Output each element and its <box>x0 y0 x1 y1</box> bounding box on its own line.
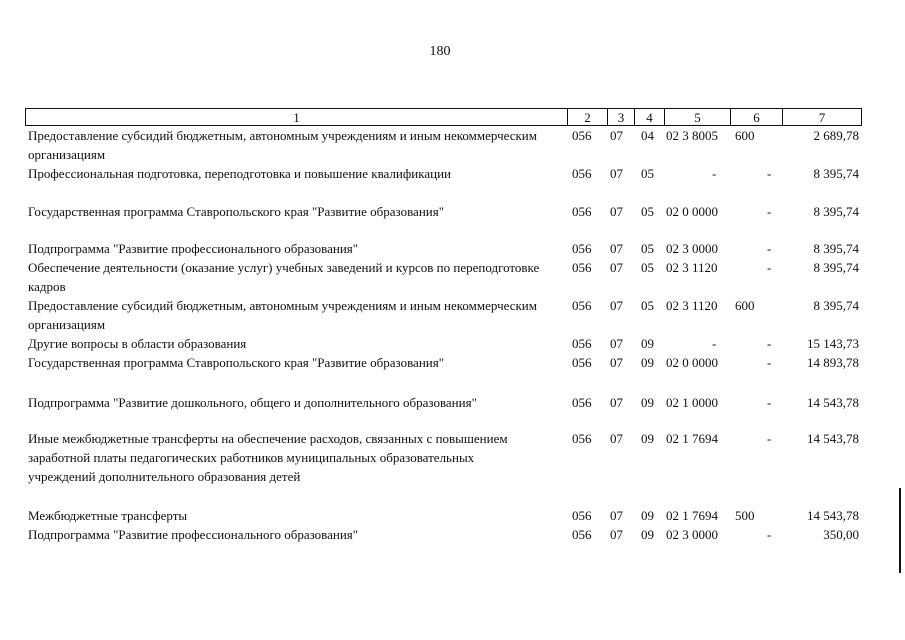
row-name: Государственная программа Ставропольского края "Развитие образования" <box>28 355 445 370</box>
row-ministry-code: 056 <box>572 431 592 446</box>
table-header <box>25 108 862 126</box>
row-section-code: 07 <box>610 431 623 446</box>
row-amount: 15 143,73 <box>807 336 859 351</box>
row-ministry-code: 056 <box>572 355 592 370</box>
row-ministry-code: 056 <box>572 166 592 181</box>
row-ministry-code: 056 <box>572 204 592 219</box>
row-amount: 350,00 <box>823 527 859 542</box>
row-ministry-code: 056 <box>572 395 592 410</box>
row-section-code: 07 <box>610 204 623 219</box>
row-subsection-code: 05 <box>641 204 654 219</box>
header-col-6: 6 <box>730 109 782 125</box>
row-subsection-code: 05 <box>641 298 654 313</box>
header-col-2: 2 <box>567 109 607 125</box>
row-name: Подпрограмма "Развитие профессионального образования" <box>28 241 359 256</box>
row-subsection-code: 09 <box>641 355 654 370</box>
row-expense-type: - <box>767 204 772 219</box>
scan-edge-mark <box>899 488 901 573</box>
row-ministry-code: 056 <box>572 128 592 143</box>
row-section-code: 07 <box>610 336 623 351</box>
row-name: Межбюджетные трансферты <box>28 508 188 523</box>
row-amount: 8 395,74 <box>813 204 859 219</box>
row-name: Предоставление субсидий бюджетным, автономным учреждениям и иным некоммерческим организациям <box>28 298 537 332</box>
row-expense-type: 500 <box>735 508 755 523</box>
row-subsection-code: 09 <box>641 336 654 351</box>
row-section-code: 07 <box>610 166 623 181</box>
row-target-code: 02 3 1120 <box>666 298 718 313</box>
row-amount: 8 395,74 <box>813 166 859 181</box>
row-target-code: 02 3 1120 <box>666 260 718 275</box>
row-name: Обеспечение деятельности (оказание услуг) учебных заведений и курсов по переподготовке кадров <box>28 260 540 294</box>
row-expense-type: - <box>767 355 772 370</box>
row-expense-type: 600 <box>735 298 755 313</box>
row-expense-type: - <box>767 395 772 410</box>
row-expense-type: - <box>767 166 772 181</box>
header-col-3: 3 <box>607 109 634 125</box>
header-col-7: 7 <box>782 109 861 125</box>
row-amount: 14 543,78 <box>807 395 859 410</box>
row-target-code: 02 1 0000 <box>666 395 718 410</box>
row-subsection-code: 04 <box>641 128 654 143</box>
row-section-code: 07 <box>610 298 623 313</box>
row-subsection-code: 09 <box>641 508 654 523</box>
row-section-code: 07 <box>610 355 623 370</box>
row-section-code: 07 <box>610 128 623 143</box>
row-ministry-code: 056 <box>572 527 592 542</box>
row-target-code: 02 1 7694 <box>666 508 718 523</box>
row-ministry-code: 056 <box>572 298 592 313</box>
row-section-code: 07 <box>610 260 623 275</box>
row-subsection-code: 09 <box>641 527 654 542</box>
row-target-code: 02 3 8005 <box>666 128 718 143</box>
row-expense-type: - <box>767 336 772 351</box>
row-target-code: 02 3 0000 <box>666 241 718 256</box>
row-ministry-code: 056 <box>572 260 592 275</box>
row-amount: 14 893,78 <box>807 355 859 370</box>
header-col-4: 4 <box>634 109 664 125</box>
row-subsection-code: 05 <box>641 260 654 275</box>
row-name: Другие вопросы в области образования <box>28 336 247 351</box>
row-target-code: - <box>712 336 717 351</box>
row-amount: 14 543,78 <box>807 508 859 523</box>
row-name: Иные межбюджетные трансферты на обеспечение расходов, связанных с повышением заработной платы педагогических работников муниципальных образовательных учреждений дополнительного образования детей <box>28 431 508 484</box>
row-amount: 2 689,78 <box>813 128 859 143</box>
row-expense-type: - <box>767 260 772 275</box>
row-amount: 8 395,74 <box>813 260 859 275</box>
row-target-code: 02 1 7694 <box>666 431 718 446</box>
row-name: Подпрограмма "Развитие дошкольного, общего и дополнительного образования" <box>28 395 477 410</box>
budget-table <box>25 108 862 542</box>
row-amount: 8 395,74 <box>813 298 859 313</box>
row-section-code: 07 <box>610 241 623 256</box>
row-expense-type: 600 <box>735 128 755 143</box>
row-ministry-code: 056 <box>572 241 592 256</box>
row-ministry-code: 056 <box>572 336 592 351</box>
row-subsection-code: 09 <box>641 395 654 410</box>
row-section-code: 07 <box>610 508 623 523</box>
row-subsection-code: 05 <box>641 241 654 256</box>
row-target-code: 02 3 0000 <box>666 527 718 542</box>
row-section-code: 07 <box>610 527 623 542</box>
row-target-code: 02 0 0000 <box>666 355 718 370</box>
row-subsection-code: 09 <box>641 431 654 446</box>
page-number: 180 <box>429 44 451 59</box>
row-expense-type: - <box>767 431 772 446</box>
row-target-code: - <box>712 166 717 181</box>
header-col-5: 5 <box>664 109 730 125</box>
row-amount: 8 395,74 <box>813 241 859 256</box>
row-expense-type: - <box>767 241 772 256</box>
header-col-1: 1 <box>293 110 300 125</box>
row-name: Государственная программа Ставропольского края "Развитие образования" <box>28 204 445 219</box>
row-name: Предоставление субсидий бюджетным, автономным учреждениям и иным некоммерческим организациям <box>28 128 537 162</box>
row-name: Профессиональная подготовка, переподготовка и повышение квалификации <box>28 166 452 181</box>
row-subsection-code: 05 <box>641 166 654 181</box>
row-expense-type: - <box>767 527 772 542</box>
row-name: Подпрограмма "Развитие профессионального образования" <box>28 527 359 542</box>
row-ministry-code: 056 <box>572 508 592 523</box>
row-section-code: 07 <box>610 395 623 410</box>
row-amount: 14 543,78 <box>807 431 859 446</box>
row-target-code: 02 0 0000 <box>666 204 718 219</box>
